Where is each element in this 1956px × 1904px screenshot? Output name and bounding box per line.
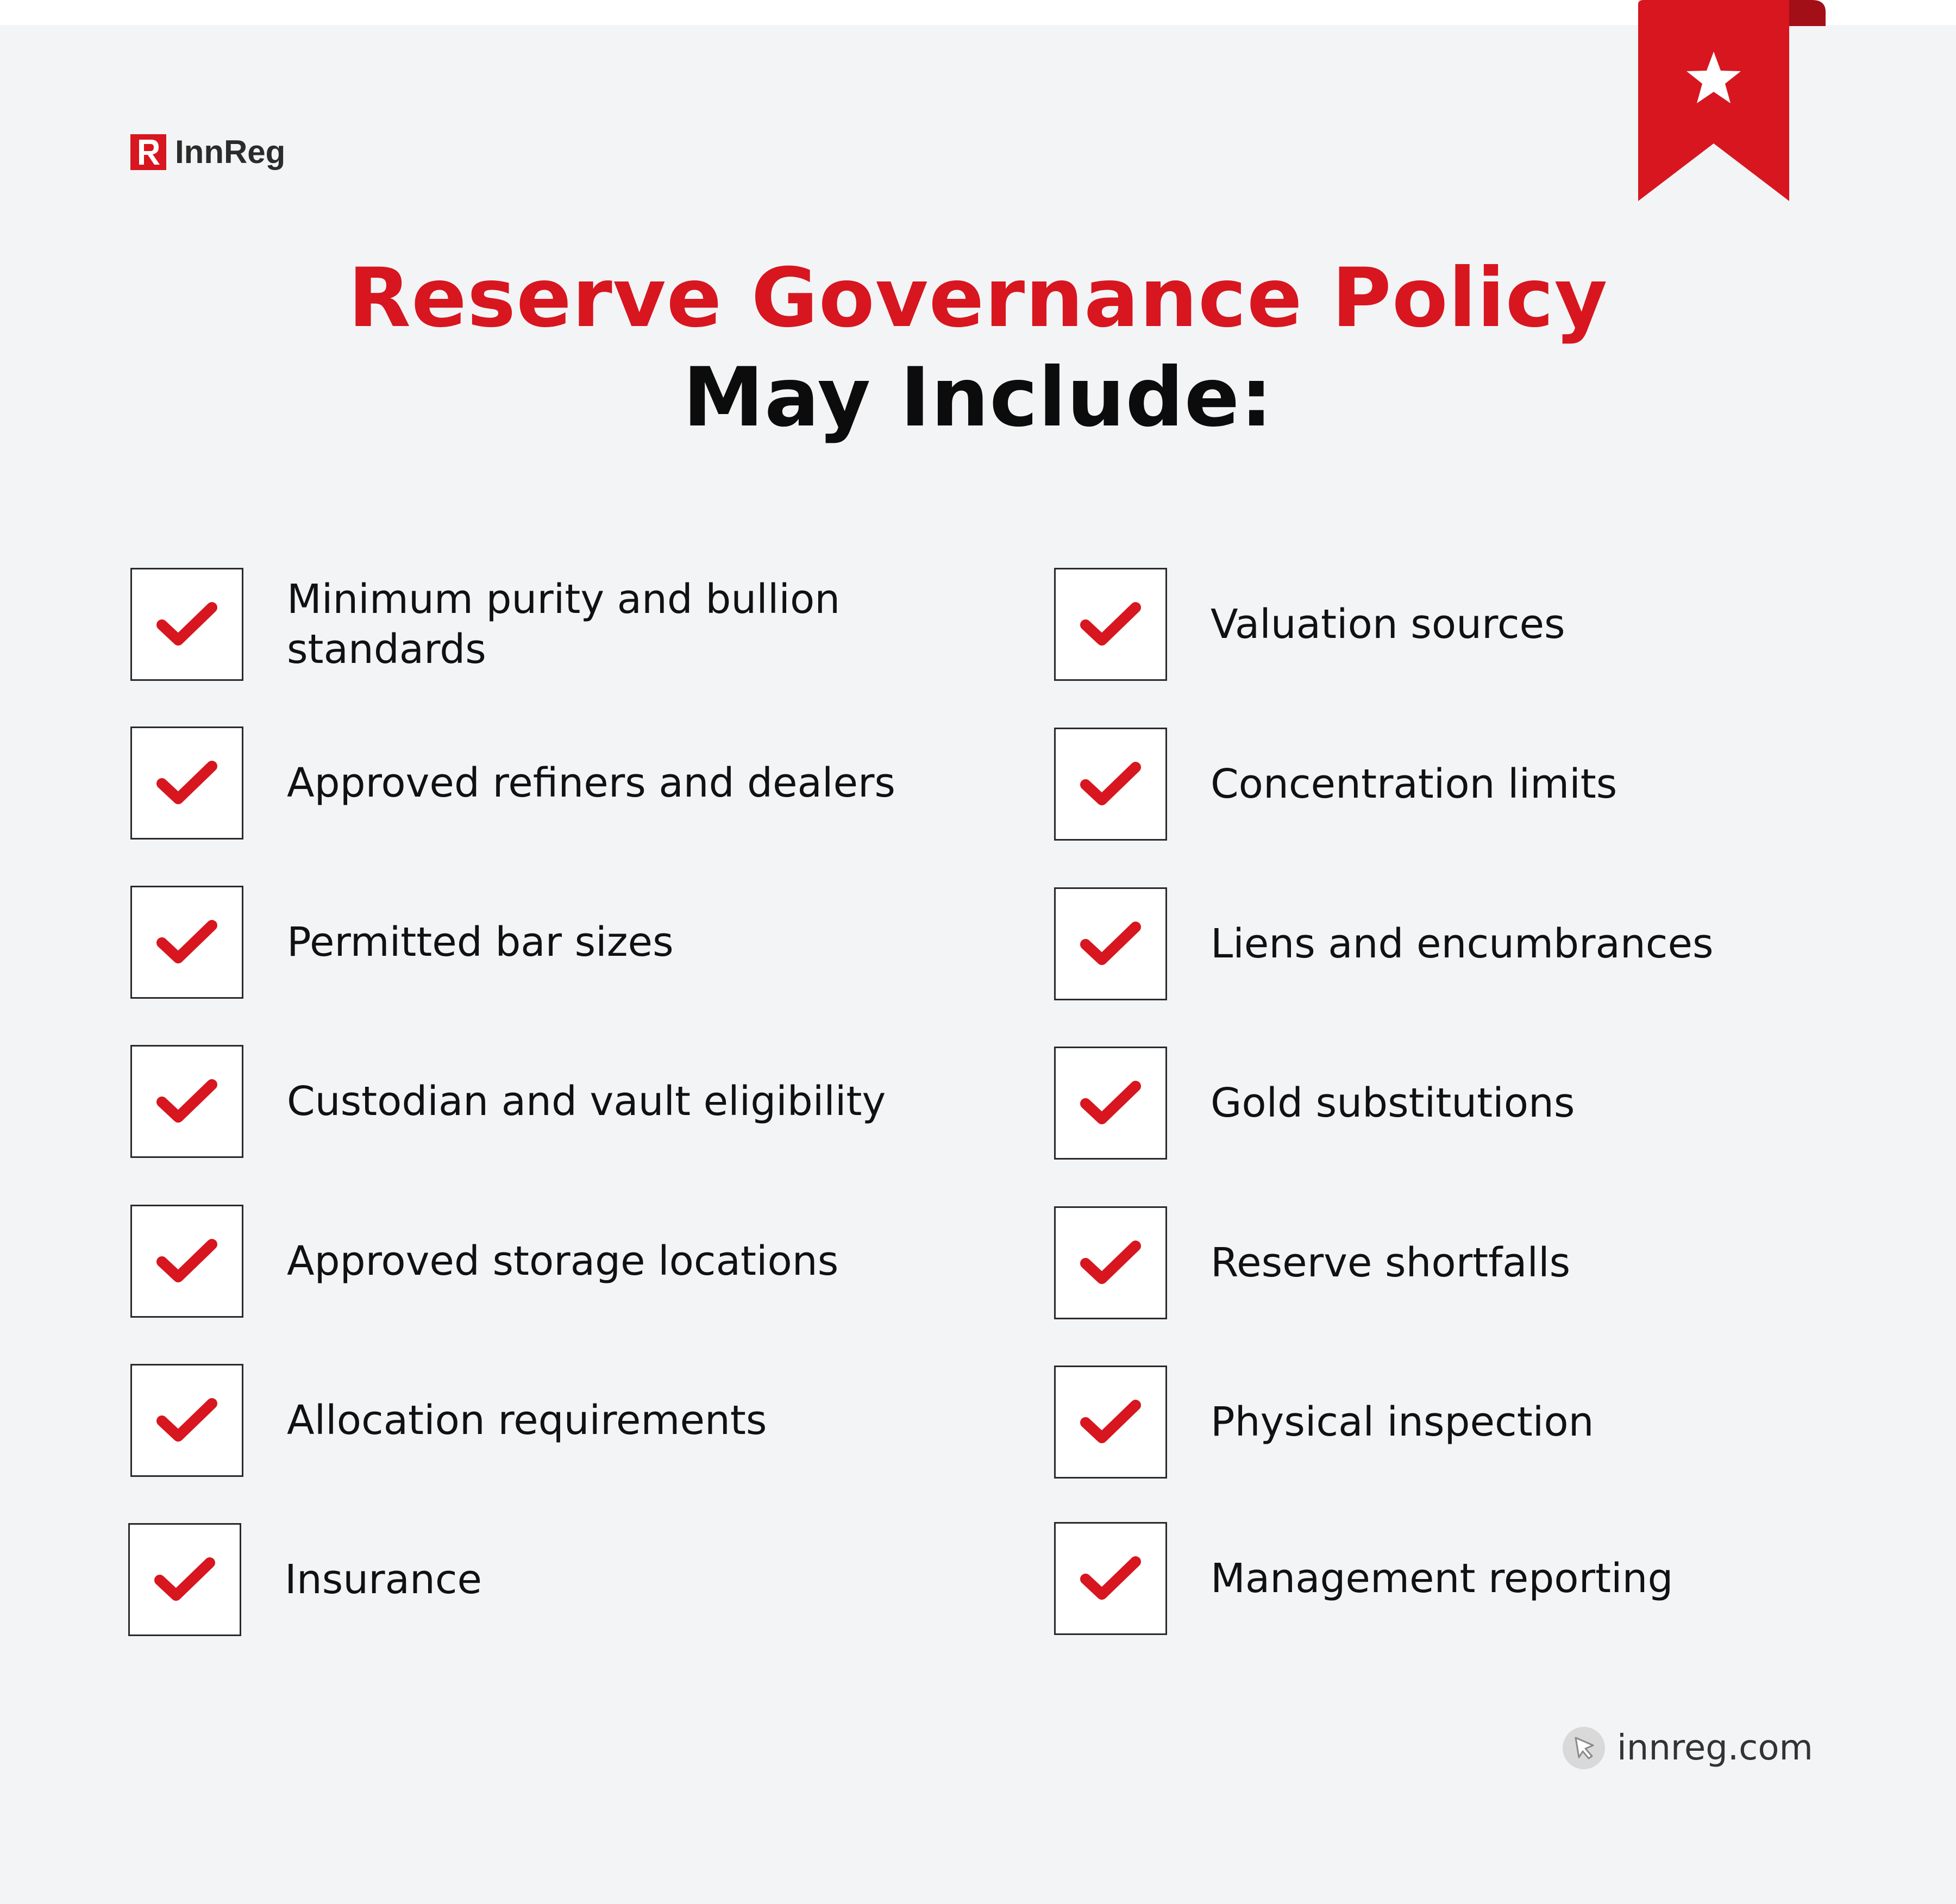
checklist-item-label: Allocation requirements <box>287 1397 767 1444</box>
checkmark-icon <box>1080 1239 1141 1286</box>
checkbox[interactable] <box>1054 1206 1167 1319</box>
checkmark-icon <box>1080 1555 1141 1602</box>
checkmark-icon <box>156 601 217 648</box>
page-subtitle: May Include: <box>682 350 1274 445</box>
checklist-item-label: Approved storage locations <box>287 1238 839 1285</box>
checklist-item <box>130 886 966 999</box>
cursor-icon <box>1563 1727 1605 1769</box>
checklist-item-label: Valuation sources <box>1211 601 1565 648</box>
checkbox[interactable] <box>1054 728 1167 841</box>
checkmark-icon <box>156 1397 217 1444</box>
checkmark-icon <box>1080 1080 1141 1126</box>
brand-logo <box>130 133 285 171</box>
checkbox[interactable] <box>1054 1047 1167 1160</box>
checkbox[interactable] <box>1054 1522 1167 1635</box>
checkbox[interactable] <box>130 726 243 840</box>
checklist-item-label: Approved refiners and dealers <box>287 760 895 806</box>
footer-link[interactable] <box>1563 1727 1813 1769</box>
checkmark-icon <box>156 1078 217 1125</box>
checklist-item <box>128 1523 964 1636</box>
checkbox[interactable] <box>1054 887 1167 1000</box>
checklist-item <box>1054 1206 1890 1319</box>
checkmark-icon <box>1080 761 1141 807</box>
checklist-item-label: Custodian and vault eligibility <box>287 1078 886 1125</box>
checkmark-icon <box>154 1556 215 1603</box>
checkbox[interactable] <box>1054 1366 1167 1479</box>
checklist-item-label: Concentration limits <box>1211 761 1618 807</box>
checklist-item <box>130 726 966 840</box>
star-ribbon-icon <box>1638 0 1826 201</box>
checkbox[interactable] <box>130 1364 243 1477</box>
checkmark-icon <box>156 919 217 966</box>
checklist-item <box>1054 568 1890 681</box>
checkbox[interactable] <box>130 568 243 681</box>
checklist-item <box>1054 1366 1890 1479</box>
checklist-item <box>130 1364 966 1477</box>
checkbox[interactable] <box>130 1205 243 1318</box>
checklist-item <box>1054 1047 1890 1160</box>
checkmark-icon <box>1080 920 1141 967</box>
checklist-item-label: Gold substitutions <box>1211 1080 1575 1126</box>
checklist-item <box>130 568 966 681</box>
checkbox[interactable] <box>1054 568 1167 681</box>
checklist-item-label: Reserve shortfalls <box>1211 1239 1571 1286</box>
website-url[interactable]: innreg.com <box>1617 1728 1813 1768</box>
checklist-item-label: Minimum purity and bullion standards <box>287 576 841 673</box>
checkbox[interactable] <box>130 886 243 999</box>
checklist-item <box>1054 728 1890 841</box>
brand-name: InnReg <box>175 134 286 170</box>
page-title: Reserve Governance Policy <box>348 251 1608 346</box>
checklist-item <box>1054 887 1890 1000</box>
checkmark-icon <box>1080 601 1141 648</box>
r-logo-icon <box>130 134 166 170</box>
checklist-item-label: Permitted bar sizes <box>287 919 674 966</box>
checkbox[interactable] <box>130 1045 243 1158</box>
checklist-item-label: Insurance <box>285 1556 482 1603</box>
checklist-item <box>1054 1522 1890 1635</box>
checklist-item-label: Management reporting <box>1211 1555 1673 1602</box>
checklist-item <box>130 1205 966 1318</box>
checkmark-icon <box>156 1238 217 1285</box>
checkbox[interactable] <box>128 1523 241 1636</box>
checklist-item-label: Liens and encumbrances <box>1211 920 1714 967</box>
checkmark-icon <box>156 760 217 806</box>
checkmark-icon <box>1080 1399 1141 1445</box>
checklist-item <box>130 1045 966 1158</box>
checklist-item-label: Physical inspection <box>1211 1399 1594 1445</box>
